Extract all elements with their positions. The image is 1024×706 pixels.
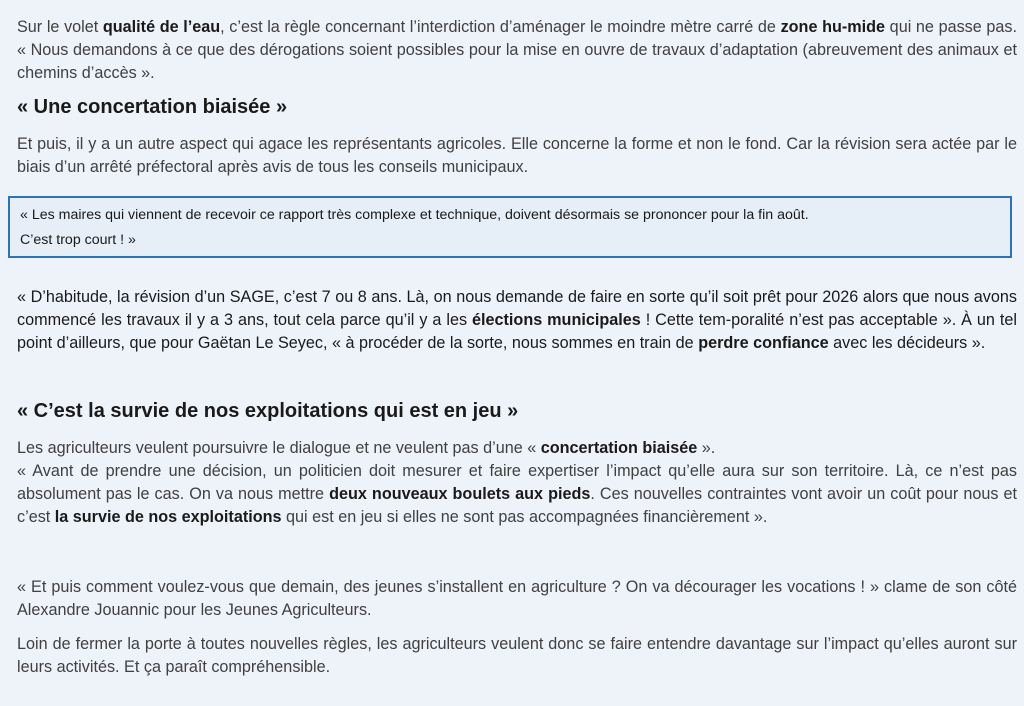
paragraph-young-farmers: « Et puis comment voulez-vous que demain, des jeunes s’installent en agriculture ? On va décourager les vocations ! » clame de son côté Alexandre Jouannic pour les Jeunes Agriculteurs.	[17, 578, 1017, 619]
text-span: , c’est la règle concernant l’interdiction d’aménager le moindre mètre carré de	[220, 18, 781, 36]
bold-wetland: zone hu-mide	[780, 18, 886, 36]
heading-biased-consultation: « Une concertation biaisée »	[17, 96, 288, 118]
heading-survival: « C’est la survie de nos exploitations qui est en jeu »	[17, 400, 519, 422]
bold-municipal-elections: élections municipales	[472, 311, 641, 329]
text-span: Les agriculteurs veulent poursuivre le dialogue et ne veulent pas d’une «	[17, 439, 541, 457]
bold-lose-trust: perdre confiance	[698, 334, 829, 352]
paragraph-sage-revision	[17, 286, 1017, 355]
bold-water-quality: qualité de l’eau	[102, 18, 221, 36]
paragraph-dialogue	[17, 437, 1017, 529]
text-span: ! Cette tem-poralité n’est pas acceptable ». À un tel point d’ailleurs, que pour Gaëtan Le Seyec, « à procéder de la sorte, nous sommes en train de	[17, 311, 1017, 352]
text-span: « D’habitude, la révision d’un SAGE, c’est 7 ou 8 ans. Là, on nous demande de faire en sorte qu’il soit prêt pour 2026 alors que nous avons commencé les travaux il y a 3 ans, tout cela parce qu’il y a les	[17, 288, 1017, 329]
text-span: avec les décideurs ».	[828, 334, 986, 352]
text-span: Sur le volet	[17, 18, 103, 36]
text-span: ».	[697, 439, 716, 457]
paragraph-water-quality	[17, 16, 1017, 85]
text-span: qui ne passe pas. « Nous demandons à ce que des dérogations soient possibles pour la mise en ouvre de travaux d’adaptation (abreuvement des animaux et chemins d’accès ».	[17, 18, 1017, 82]
bold-new-constraints: deux nouveaux boulets aux pieds	[329, 485, 591, 503]
paragraph-conclusion: Loin de fermer la porte à toutes nouvelles règles, les agriculteurs veulent donc se faire entendre davantage sur l’impact qu’elles auront sur leurs activités. Et ça paraît compréhensible.	[17, 635, 1017, 676]
text-span: « Avant de prendre une décision, un politicien doit mesurer et faire expertiser l’impact qu’elle aura sur son territoire. Là, ce n’est pas absolument pas le cas. On va nous mettre	[17, 462, 1017, 503]
bold-farm-survival: la survie de nos exploitations	[54, 508, 282, 526]
text-span: . Ces nouvelles contraintes vont avoir un coût pour nous et c’est	[17, 485, 1017, 526]
text-span: qui est en jeu si elles ne sont pas accompagnées financièrement ».	[281, 508, 768, 526]
quote-line-2: C’est trop court ! »	[20, 232, 136, 248]
quote-line-1: « Les maires qui viennent de recevoir ce rapport très complexe et technique, doivent désormais se prononcer pour la fin août.	[20, 207, 809, 223]
quote-box	[8, 196, 1012, 258]
paragraph-agricultural-reps: Et puis, il y a un autre aspect qui agace les représentants agricoles. Elle concerne la forme et non le fond. Car la révision sera actée par le biais d’un arrêté préfectoral après avis de tous les conseils municipaux.	[17, 135, 1017, 176]
bold-biased-consultation: concertation biaisée	[540, 439, 698, 457]
